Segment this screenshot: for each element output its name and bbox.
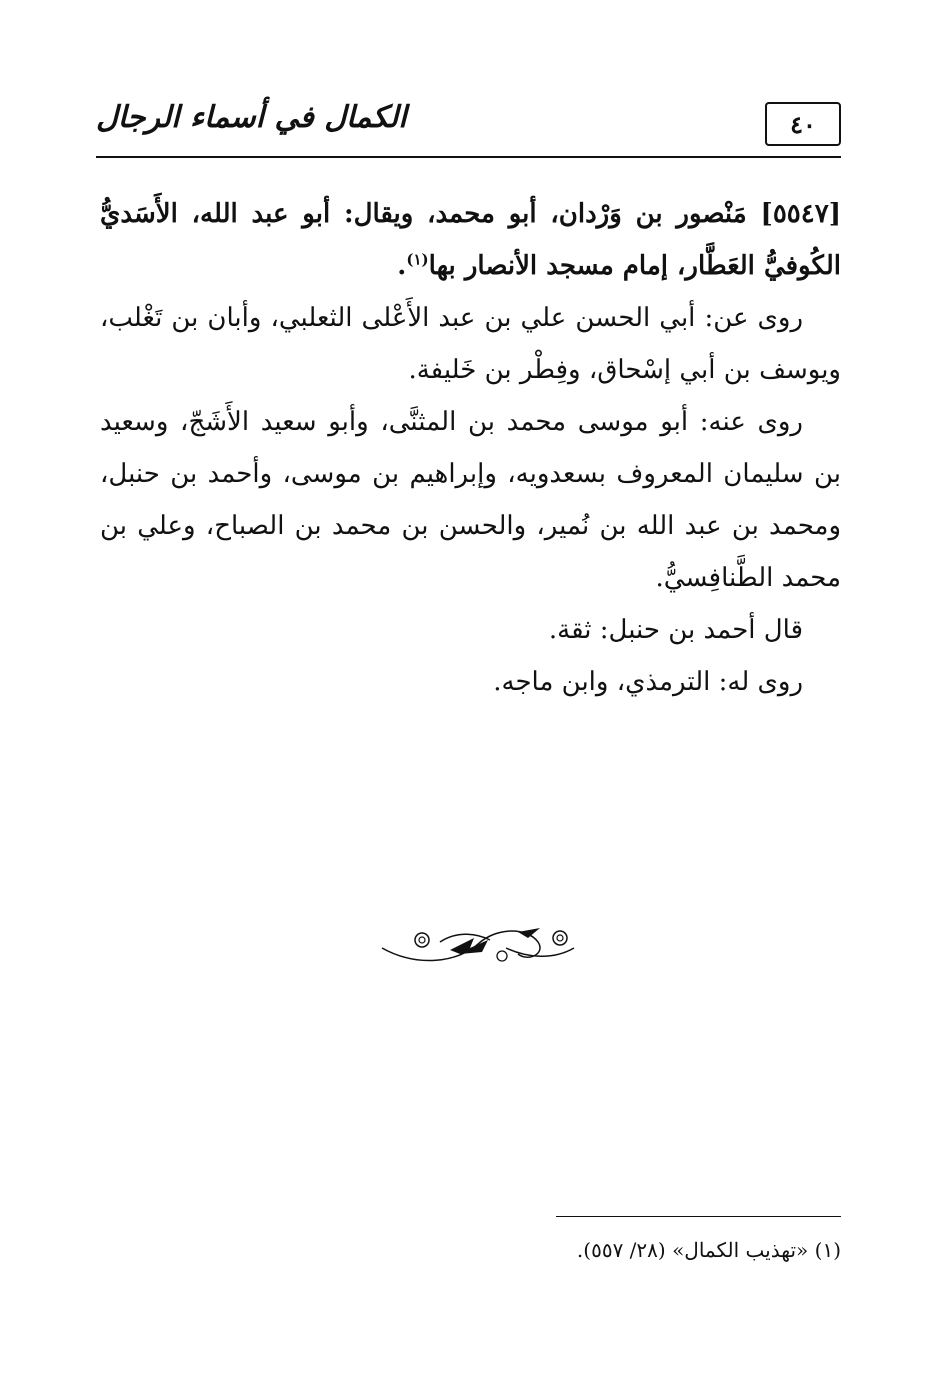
running-title: الكمال في أسماء الرجال bbox=[96, 100, 407, 135]
paragraph-narrated-from: روى عن: أبي الحسن علي بن عبد الأَعْلى الثعلبي، وأبان بن تَغْلب، ويوسف بن أبي إسْحاق، وفِطْر بن خَليفة. bbox=[100, 303, 841, 385]
page-number: ٤٠ bbox=[790, 109, 816, 139]
header-rule bbox=[96, 156, 841, 158]
entry-title: مَنْصور بن وَرْدان، أبو محمد، ويقال: أبو عبد الله، الأَسَديُّ الكُوفيُّ العَطَّار، إمام مسجد الأنصار بها bbox=[100, 199, 841, 281]
page-number-box bbox=[765, 102, 841, 146]
paragraph-grading: قال أحمد بن حنبل: ثقة. bbox=[548, 615, 803, 645]
paragraph-collections: روى له: الترمذي، وابن ماجه. bbox=[493, 667, 803, 697]
footnote-marker: (١) bbox=[406, 250, 429, 269]
footnote: (١) «تهذيب الكمال» (٢٨/ ٥٥٧). bbox=[576, 1238, 841, 1262]
entry-number: [٥٥٤٧] bbox=[760, 199, 841, 229]
page-header bbox=[96, 96, 841, 162]
entry-heading-end: . bbox=[397, 251, 407, 281]
page-body bbox=[100, 188, 841, 708]
entry-heading bbox=[100, 188, 841, 292]
footnote-rule bbox=[556, 1216, 841, 1217]
paragraph-narrated-by: روى عنه: أبو موسى محمد بن المثنَّى، وأبو سعيد الأَشَجّ، وسعيد بن سليمان المعروف بسعدويه، وإبراهيم بن موسى، وأحمد بن حنبل، ومحمد بن عبد الله بن نُمير، والحسن بن محمد بن الصباح، وعلي بن محمد الطَّنافِسيُّ. bbox=[100, 407, 841, 593]
ornament-divider bbox=[378, 918, 578, 970]
